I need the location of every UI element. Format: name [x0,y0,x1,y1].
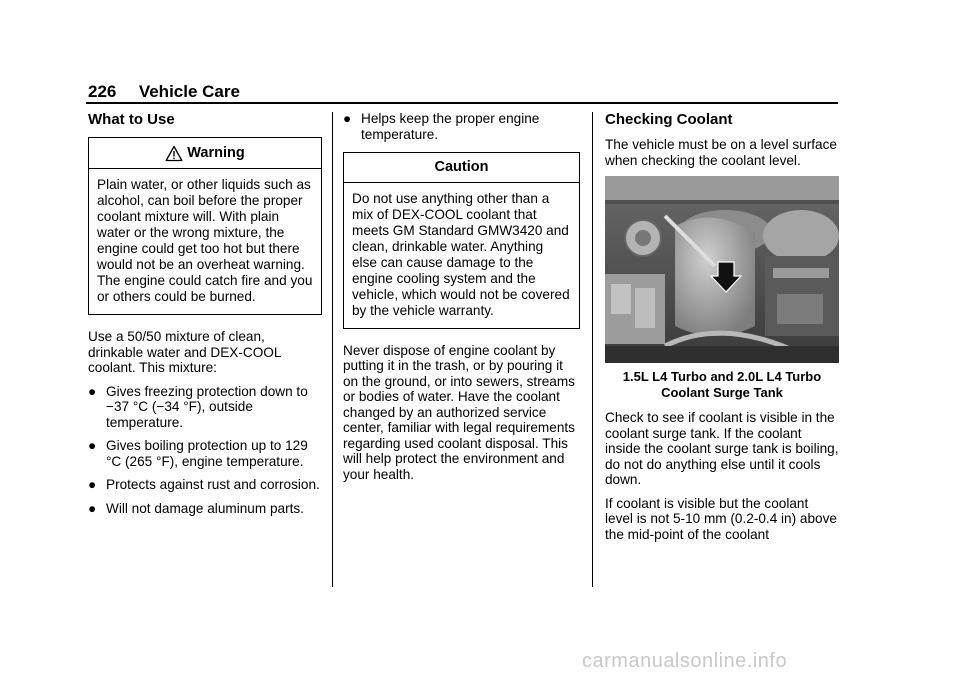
caution-box [343,152,580,329]
warning-title-row [89,138,321,169]
list-item: ● Gives boiling protection up to 129 °C (265 °F), engine temperature. [88,438,308,469]
caution-title: Caution [344,153,579,183]
bullet-dot: ● [88,477,97,492]
bullet-dot: ● [88,383,97,399]
mixture-intro: Use a 50/50 mixture of clean, drinkable water and DEX-COOL coolant. This mixture: [88,329,281,375]
list-item: ● Gives freezing protection down to −37 °C (−34 °F), outside temperature. [88,383,308,430]
list-item: ● Will not damage aluminum parts. [88,500,304,516]
bullet-dot: ● [343,111,352,126]
list-item: ● Helps keep the proper engine temperature. [343,111,540,142]
list-item: ● Protects against rust and corrosion. [88,477,320,492]
photo-caption: 1.5L L4 Turbo and 2.0L L4 Turbo Coolant Surge Tank [622,369,822,400]
warning-box [88,137,322,315]
disposal-paragraph: Never dispose of engine coolant by putting it in the trash, or by pouring it on the ground, or into sewers, streams or bodies of water. Have the coolant changed by an authorized service center, familiar with legal requirements regarding used coolant disposal. This will help protect the environment and your health. [343,342,575,482]
warning-triangle-icon [165,145,183,162]
caution-text: Do not use anything other than a mix of DEX-COOL coolant that meets GM Standard GMW3420 and clean, drinkable water. Anything else can cause damage to the engine cooling system and the vehicle, which would not be covered by the vehicle warranty. [352,190,570,318]
header-rule [86,102,838,104]
page-header [88,82,240,102]
section-title: Vehicle Care [138,82,240,101]
coolant-level-paragraph: If coolant is visible but the coolant level is not 5-10 mm (0.2-0.4 in) above the mid-point of the coolant [605,495,837,542]
column-1 [88,111,322,524]
warning-text: Plain water, or other liquids such as alcohol, can boil before the proper coolant mixture will. With plain water or the wrong mixture, the engine could get too hot but there would not be an overheat warning. The engine could catch fire and you or others could be burned. [97,177,313,304]
checking-intro: The vehicle must be on a level surface when checking the coolant level. [605,137,837,168]
column-divider-1 [332,112,333,587]
checking-coolant-heading: Checking Coolant [605,111,733,128]
temperature-bullets [343,111,580,142]
mixture-bullets [88,384,322,517]
what-to-use-heading: What to Use [88,111,175,128]
check-visible-paragraph: Check to see if coolant is visible in the coolant surge tank. If the coolant inside the coolant surge tank is boiling, do not do anything else until it cools down. [605,410,839,487]
watermark: carmanualsonline.info [582,650,788,672]
coolant-surge-tank-photo [605,176,839,363]
column-divider-2 [592,112,593,587]
bullet-dot: ● [88,438,97,453]
warning-title: Warning [187,144,245,161]
column-2 [343,111,580,490]
bullet-dot: ● [88,500,97,516]
page-number: 226 [88,82,117,101]
column-3 [605,111,839,550]
